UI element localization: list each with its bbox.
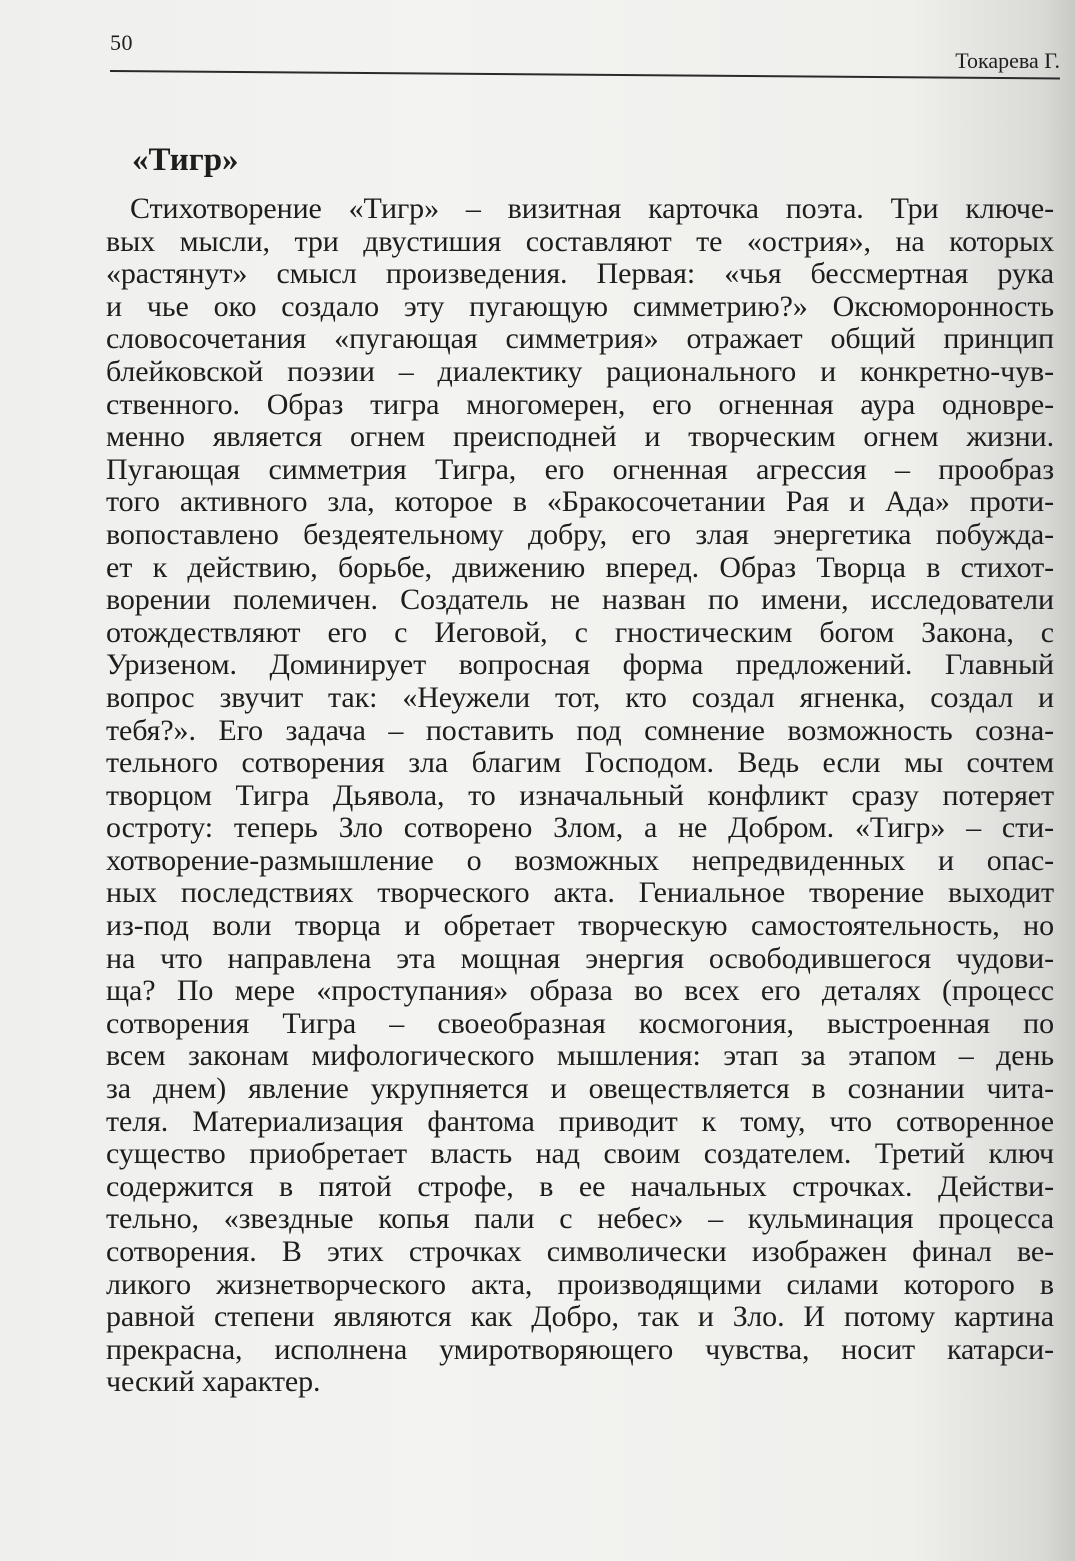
text-line: существо приобретает власть над своим создателем. Третий ключ [106,1137,1054,1171]
text-line: на что направлена эта мощная энергия освободившегося чудови- [106,941,1054,975]
header-rule [110,70,1060,79]
text-line: вопоставлено бездеятельному добру, его злая энергетика побужда- [106,517,1054,551]
running-head: Токарева Г. [955,48,1060,73]
text-line: из-под воли творца и обретает творческую самостоятельность, но [106,909,1054,943]
text-line: равной степени являются как Добро, так и Зло. И потому картина [106,1300,1054,1334]
section-title: «Тигр» [132,142,239,178]
text-line: ственного. Образ тигра многомерен, его огненная аура одновре- [106,387,1054,421]
text-line: ет к действию, борьбе, движению вперед. Образ Творца в стихот- [106,550,1054,584]
text-line: за днем) явление укрупняется и овеществляется в сознании чита- [106,1072,1054,1106]
text-line: Стихотворение «Тигр» – визитная карточка поэта. Три ключе- [130,192,1054,225]
page-header [110,30,1060,80]
text-line: ческий характер. [106,1365,321,1399]
text-line: менно является огнем преисподней и творческим огнем жизни. [106,420,1054,454]
text-line: остроту: теперь Зло сотворено Злом, а не Добром. «Тигр» – сти- [106,811,1054,845]
text-line: словосочетания «пугающая симметрия» отражает общий принцип [106,322,1054,356]
text-line: хотворение-размышление о возможных непредвиденных и опас- [106,843,1054,877]
text-line: тельного сотворения зла благим Господом. Ведь если мы сочтем [106,746,1054,780]
text-line: отождествляют его с Иеговой, с гностическим богом Закона, с [106,615,1054,649]
text-line: того активного зла, которое в «Бракосочетании Рая и Ада» проти- [106,485,1054,519]
text-line: и чье око создало эту пугающую симметрию?» Оксюморонность [106,289,1054,323]
text-line: сотворения. В этих строчках символически изображен финал ве- [106,1235,1054,1268]
text-line: сотворения Тигра – своеобразная космогония, выстроенная по [106,1006,1054,1040]
text-line: ворении полемичен. Создатель не назван по имени, исследователи [106,583,1054,617]
text-line: творцом Тигра Дьявола, то изначальный конфликт сразу потеряет [106,778,1054,812]
text-line: всем законам мифологического мышления: этап за этапом – день [106,1039,1054,1073]
text-line: содержится в пятой строфе, в ее начальных строчках. Действи- [106,1169,1054,1203]
text-line: ликого жизнетворческого акта, производящими силами которого в [106,1267,1054,1301]
body-text [106,193,1054,1399]
text-line: блейковской поэзии – диалектику рационального и конкретно-чув- [106,354,1054,388]
text-line: тебя?». Его задача – поставить под сомнение возможность созна- [106,713,1054,747]
text-line: ща? По мере «проступания» образа во всех его деталях (процесс [106,974,1054,1008]
text-line: вопрос звучит так: «Неужели тот, кто создал ягненка, создал и [106,680,1054,714]
text-line: Уризеном. Доминирует вопросная форма предложений. Главный [106,648,1054,682]
text-line: прекрасна, исполнена умиротворяющего чувства, носит катарси- [106,1332,1054,1366]
text-line: «растянут» смысл произведения. Первая: «чья бессмертная рука [106,257,1054,291]
text-line: теля. Материализация фантома приводит к тому, что сотворенное [106,1104,1054,1138]
text-line: тельно, «звездные копья пали с небес» – кульминация процесса [106,1202,1054,1236]
page-number: 50 [110,30,133,55]
text-line: Пугающая симметрия Тигра, его огненная агрессия – прообраз [106,452,1054,486]
text-line: ных последствиях творческого акта. Гениальное творение выходит [106,876,1054,910]
text-line: вых мысли, три двустишия составляют те «острия», на которых [106,224,1054,258]
